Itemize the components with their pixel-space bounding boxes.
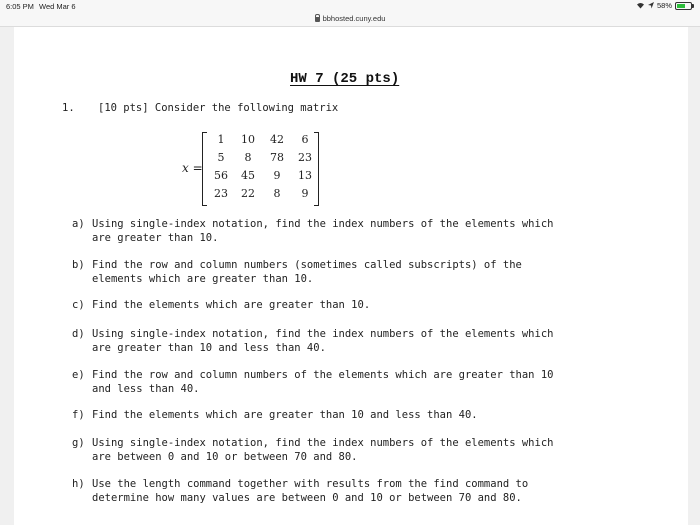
matrix-row — [202, 168, 319, 186]
item-label: d) — [72, 328, 85, 340]
url-display[interactable] — [315, 14, 386, 23]
page-margin-right — [688, 27, 700, 525]
item-text: Using single-index notation, find the index numbers of the elements which are between 0 and 10 or between 70 and 80. — [92, 437, 554, 463]
matrix-cell: 42 — [270, 133, 284, 146]
matrix-cell: 6 — [301, 133, 309, 146]
lock-icon — [315, 17, 320, 22]
status-date: Wed Mar 6 — [39, 2, 76, 11]
matrix-row — [202, 150, 319, 168]
item-label: a) — [72, 218, 85, 230]
status-bar — [0, 0, 700, 12]
item-text: Find the row and column numbers of the elements which are greater than 10 and less than 40. — [92, 369, 554, 395]
matrix-cell: 9 — [273, 169, 281, 182]
item-label: b) — [72, 259, 85, 271]
matrix-cell: 5 — [217, 151, 225, 164]
matrix-row — [202, 186, 319, 204]
item-text: Using single-index notation, find the index numbers of the elements which are greater than 10 and less than 40. — [92, 328, 554, 354]
item-text: Find the elements which are greater than 10. — [92, 299, 371, 311]
url-bar[interactable] — [0, 12, 700, 27]
matrix-cell: 78 — [270, 151, 284, 164]
item-label: e) — [72, 369, 85, 381]
matrix-cell: 10 — [241, 133, 255, 146]
document-page — [14, 27, 688, 525]
item-label: h) — [72, 478, 85, 490]
status-time: 6:05 PM — [6, 2, 34, 11]
matrix-cell: 13 — [298, 169, 312, 182]
matrix-cell: 22 — [241, 187, 255, 200]
matrix-cell: 45 — [241, 169, 255, 182]
item-label: g) — [72, 437, 85, 449]
matrix-cell: 23 — [298, 151, 312, 164]
item-text: Find the elements which are greater than 10 and less than 40. — [92, 409, 478, 421]
status-right — [636, 1, 692, 10]
matrix-cell: 9 — [301, 187, 309, 200]
url-text: bbhosted.cuny.edu — [322, 14, 386, 23]
question-text: [10 pts] Consider the following matrix — [98, 102, 339, 114]
matrix-cell: 1 — [217, 133, 225, 146]
item-text: Find the row and column numbers (sometimes called subscripts) of the elements which are greater than 10. — [92, 259, 522, 285]
page-margin-left — [0, 27, 14, 525]
item-text: Using single-index notation, find the index numbers of the elements which are greater than 10. — [92, 218, 554, 244]
matrix-cell: 23 — [214, 187, 228, 200]
matrix-cell: 8 — [244, 151, 252, 164]
location-icon — [648, 2, 654, 9]
battery-icon — [675, 2, 692, 10]
question-number: 1. — [62, 102, 75, 114]
item-label: f) — [72, 409, 85, 421]
battery-percent: 58% — [656, 1, 672, 10]
item-label: c) — [72, 299, 85, 311]
matrix-row — [202, 132, 319, 150]
matrix-cell: 8 — [273, 187, 281, 200]
battery-fill — [677, 4, 685, 8]
item-text: Use the length command together with results from the find command to determine how many values are between 0 and 10 or between 70 and 80. — [92, 478, 529, 504]
matrix-label: x = — [182, 161, 203, 175]
wifi-icon — [636, 2, 645, 9]
page-title: HW 7 (25 pts) — [290, 71, 400, 87]
matrix-cell: 56 — [214, 169, 228, 182]
matrix — [202, 132, 319, 204]
